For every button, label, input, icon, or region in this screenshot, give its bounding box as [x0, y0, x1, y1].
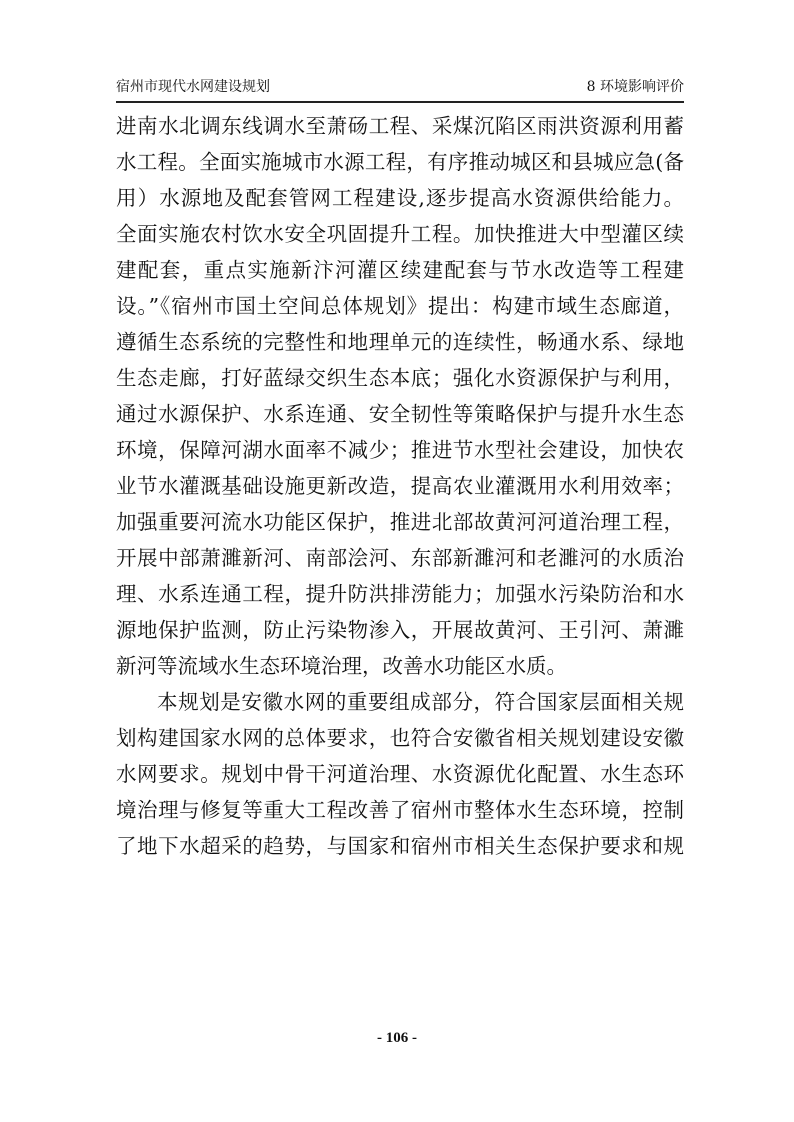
paragraph-1	[116, 108, 684, 684]
text-line: 遵循生态系统的完整性和地理单元的连续性，畅通水系、绿地	[116, 330, 684, 354]
paragraph-2	[116, 684, 684, 864]
text-line: 通过水源保护、水系连通、安全韧性等策略保护与提升水生态	[116, 402, 684, 426]
text-line: 境治理与修复等重大工程改善了宿州市整体水生态环境，控制	[116, 798, 684, 822]
header-chapter-title: 8 环境影响评价	[586, 79, 684, 95]
page-number: - 106 -	[377, 1030, 417, 1046]
text-line: 建配套，重点实施新汴河灌区续建配套与节水改造等工程建	[116, 258, 684, 282]
text-line: 设。”《宿州市国土空间总体规划》提出：构建市域生态廊道，	[116, 294, 684, 318]
body-text	[116, 108, 684, 864]
header-divider	[116, 101, 684, 103]
text-line: 全面实施农村饮水安全巩固提升工程。加快推进大中型灌区续	[116, 222, 684, 246]
text-line: 进南水北调东线调水至萧砀工程、采煤沉陷区雨洪资源利用蓄	[116, 114, 684, 138]
text-line: 理、水系连通工程，提升防洪排涝能力；加强水污染防治和水	[116, 582, 684, 606]
text-line: 用）水源地及配套管网工程建设,逐步提高水资源供给能力。	[116, 186, 684, 210]
text-line: 划构建国家水网的总体要求，也符合安徽省相关规划建设安徽	[116, 726, 684, 750]
text-line: 源地保护监测，防止污染物渗入，开展故黄河、王引河、萧濉	[116, 618, 684, 642]
text-line: 新河等流域水生态环境治理，改善水功能区水质。	[116, 654, 567, 678]
text-line: 开展中部萧濉新河、南部浍河、东部新濉河和老濉河的水质治	[116, 546, 684, 570]
text-line: 加强重要河流水功能区保护，推进北部故黄河河道治理工程，	[116, 510, 684, 534]
text-line: 水工程。全面实施城市水源工程，有序推动城区和县城应急(备	[116, 150, 684, 174]
text-line: 生态走廊，打好蓝绿交织生态本底；强化水资源保护与利用，	[116, 366, 684, 390]
header-document-title: 宿州市现代水网建设规划	[116, 79, 270, 95]
text-line: 了地下水超采的趋势，与国家和宿州市相关生态保护要求和规	[116, 834, 684, 858]
text-line: 业节水灌溉基础设施更新改造，提高农业灌溉用水利用效率；	[116, 474, 684, 498]
running-header	[116, 77, 684, 101]
text-line: 环境，保障河湖水面率不减少；推进节水型社会建设，加快农	[116, 438, 684, 462]
text-line: 本规划是安徽水网的重要组成部分，符合国家层面相关规	[157, 690, 684, 714]
text-line: 水网要求。规划中骨干河道治理、水资源优化配置、水生态环	[116, 762, 684, 786]
